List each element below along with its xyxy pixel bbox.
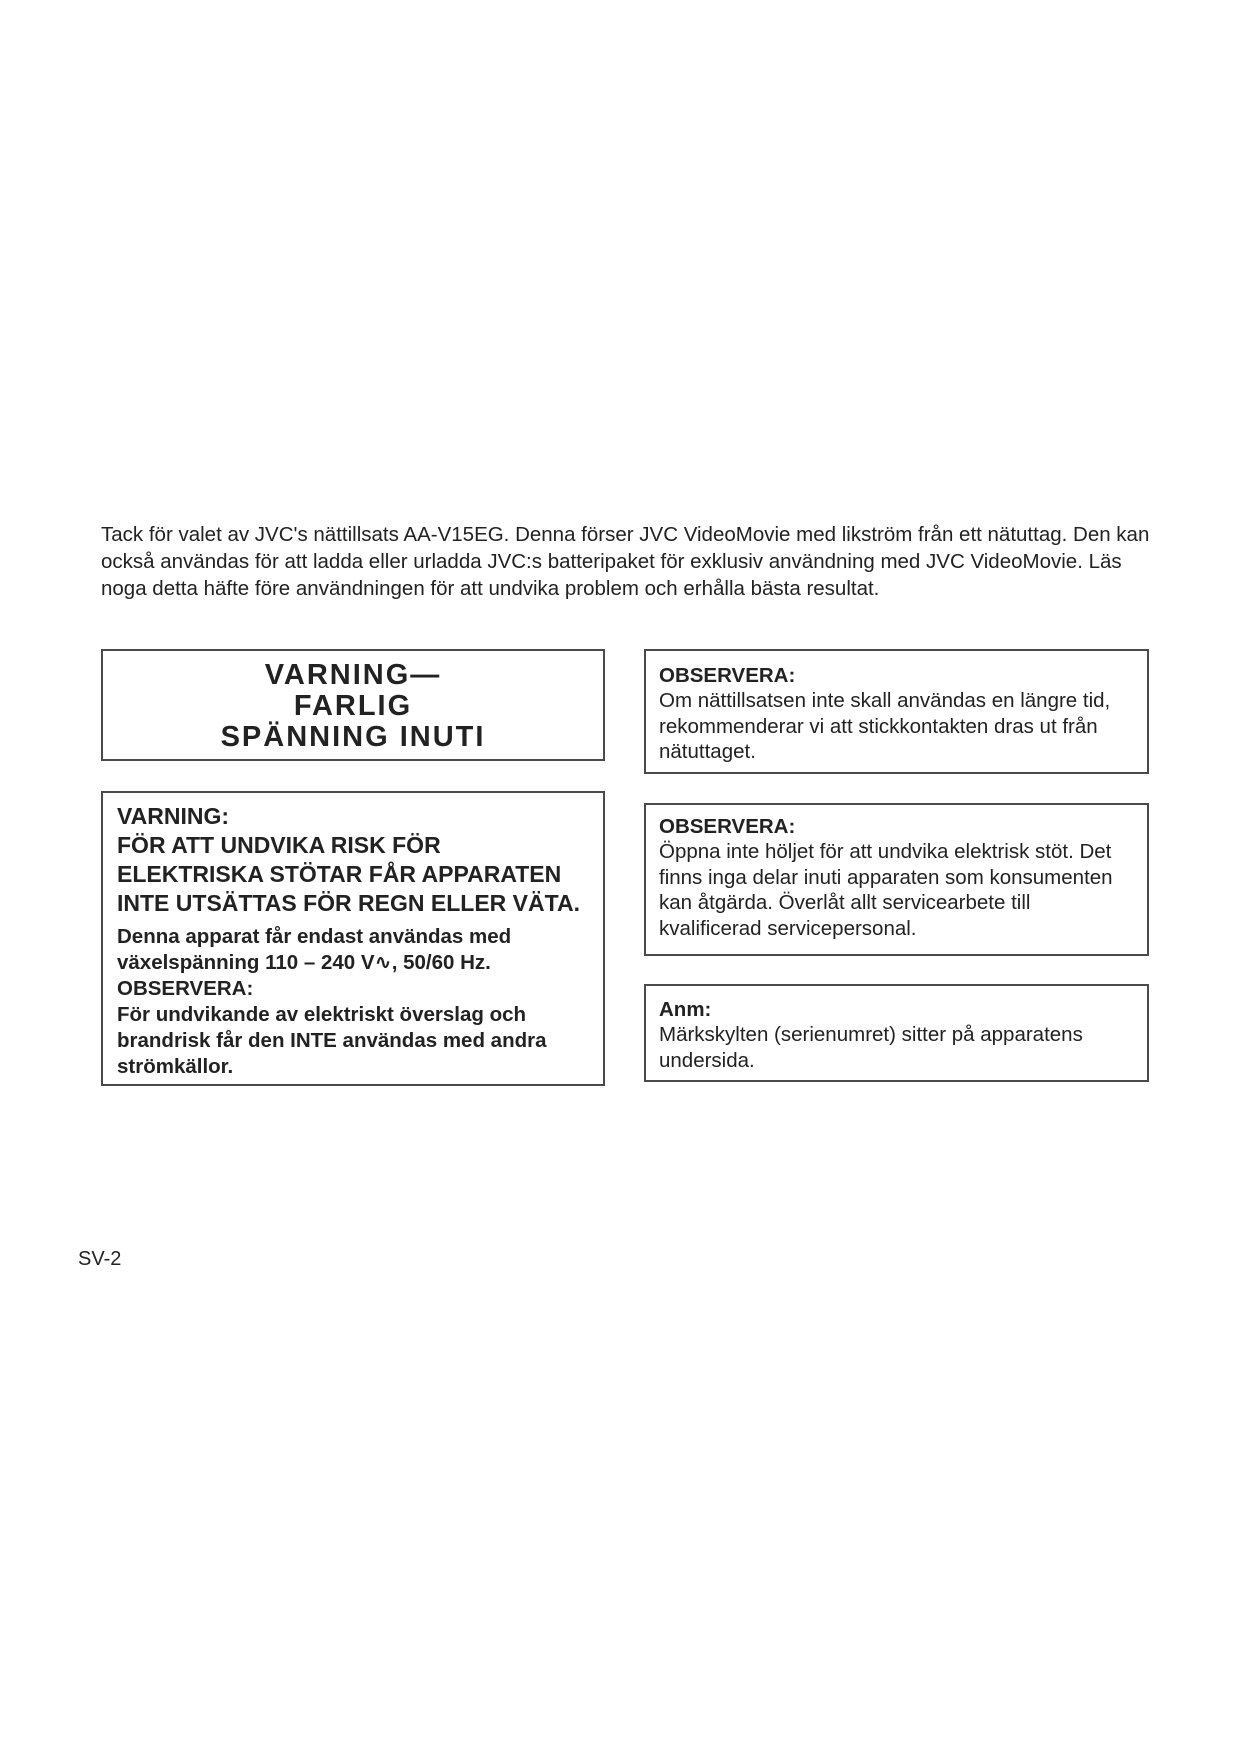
intro-paragraph: Tack för valet av JVC's nättillsats AA-V15EG. Denna förser JVC VideoMovie med likström från ett nätuttag. Den kan också användas för att ladda eller urladda JVC:s batteripaket för exklusiv användning med JVC VideoMovie. Läs noga detta häfte före användningen för att undvika problem och erhålla bästa resultat. <box>101 523 1150 600</box>
voltage-notice: Denna apparat får endast användas med växelspänning 110 – 240 V∿, 50/60 Hz. <box>117 925 512 974</box>
warning-heading: FÖR ATT UNDVIKA RISK FÖR ELEKTRISKA STÖTAR FÅR APPARATEN INTE UTSÄTTAS FÖR REGN ELLER VÄTA. <box>117 832 580 916</box>
observe-box-housing <box>644 803 1149 956</box>
danger-warning-box <box>101 649 605 761</box>
note-box <box>644 984 1149 1082</box>
note-text: Märkskylten (serienumret) sitter på apparatens undersida. <box>659 1023 1083 1072</box>
danger-line-3: SPÄNNING INUTI <box>220 721 486 753</box>
warning-title: VARNING: <box>117 803 230 829</box>
warning-obs-title: OBSERVERA: <box>117 977 254 1000</box>
danger-line-2: FARLIG <box>293 690 413 722</box>
observe-box-unplug <box>644 649 1149 774</box>
note-title: Anm: <box>659 998 712 1021</box>
danger-line-1: VARNING— <box>264 659 442 691</box>
observe-text: Öppna inte höljet för att undvika elektrisk stöt. Det finns inga delar inuti apparaten som konsumenten kan åtgärda. Överlåt allt servicearbete till kvalificerad servicepersonal. <box>659 840 1113 940</box>
warning-obs-text: För undvikande av elektriskt överslag och brandrisk får den INTE användas med andra strömkällor. <box>117 1003 547 1078</box>
safety-warning-box <box>101 791 605 1086</box>
page-number: SV-2 <box>78 1248 122 1270</box>
observe-text: Om nättillsatsen inte skall användas en längre tid, rekommenderar vi att stickkontakten dras ut från nätuttaget. <box>659 689 1111 763</box>
observe-title: OBSERVERA: <box>659 664 796 687</box>
observe-title: OBSERVERA: <box>659 815 796 838</box>
